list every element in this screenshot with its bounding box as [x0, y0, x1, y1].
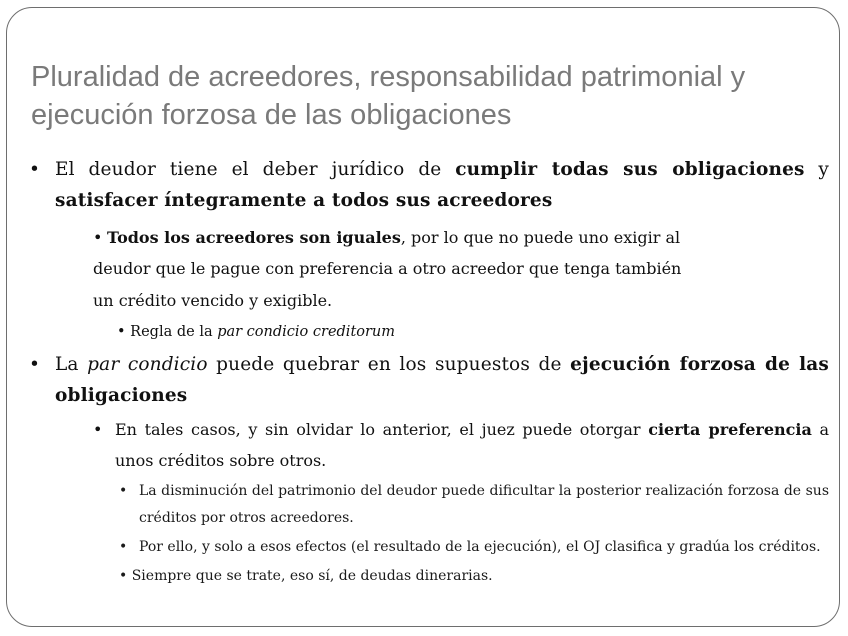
- text-run: La disminución del patrimonio del deudor puede dificultar la posterior realización forzosa de sus créditos por otros acreedores.: [139, 483, 829, 526]
- bullet-glyph: •: [119, 539, 128, 555]
- bullet-glyph: •: [93, 228, 103, 247]
- text-run: Siempre que se trate, eso sí, de deudas dinerarias.: [131, 568, 493, 584]
- bold-run: ejecución forzosa de las obligaciones: [55, 354, 829, 406]
- bullet-par-condicio-quiebra: [29, 349, 829, 411]
- bullet-glyph: •: [29, 159, 41, 180]
- bullet-regla-par-condicio: [29, 317, 829, 347]
- bullet-glyph: •: [119, 483, 128, 499]
- slide-content: [29, 154, 829, 590]
- text-run: Regla de la: [130, 324, 218, 340]
- bold-run: satisfacer íntegramente a todos sus acreedores: [55, 190, 553, 211]
- text-run: El deudor tiene el deber jurídico de: [55, 159, 456, 180]
- text-run: La: [55, 354, 88, 375]
- text-run: En tales casos, y sin olvidar lo anterior, el juez puede otorgar: [115, 420, 649, 439]
- bullet-clasifica-gradua: [29, 534, 829, 561]
- text-run: , por lo que no puede uno exigir al: [400, 228, 681, 247]
- bullet-cierta-preferencia: [29, 414, 829, 476]
- slide: [6, 7, 840, 627]
- bullet-acreedores-iguales: [29, 222, 829, 253]
- italic-run: par condicio creditorum: [217, 324, 396, 340]
- bold-run: Todos los acreedores son iguales: [107, 228, 401, 247]
- bullet-deudas-dinerarias: [29, 563, 829, 590]
- bullet-glyph: •: [93, 420, 103, 439]
- bullet-disminucion-patrimonio: [29, 478, 829, 532]
- text-run: y: [804, 159, 830, 180]
- text-run: puede quebrar en los supuestos de: [207, 354, 571, 375]
- bullet-acreedores-iguales-line3: un crédito vencido y exigible.: [93, 291, 333, 310]
- bold-run: cierta preferencia: [648, 420, 812, 439]
- text-run: Por ello, y solo a esos efectos (el resultado de la ejecución), el OJ clasifica y gradúa los créditos.: [139, 539, 821, 555]
- text-run: a unos créditos sobre otros.: [115, 420, 830, 470]
- bold-run: cumplir todas sus obligaciones: [455, 159, 805, 180]
- bullet-deber-juridico: [29, 154, 829, 216]
- italic-run: par condicio: [87, 354, 208, 375]
- slide-title: Pluralidad de acreedores, responsabilidad patrimonial y ejecución forzosa de las obligaciones: [31, 61, 746, 131]
- bullet-acreedores-iguales-line2: deudor que le pague con preferencia a otro acreedor que tenga también: [93, 259, 682, 278]
- bullet-glyph: •: [29, 354, 41, 375]
- bullet-glyph: •: [119, 568, 128, 584]
- bullet-glyph: •: [117, 324, 126, 340]
